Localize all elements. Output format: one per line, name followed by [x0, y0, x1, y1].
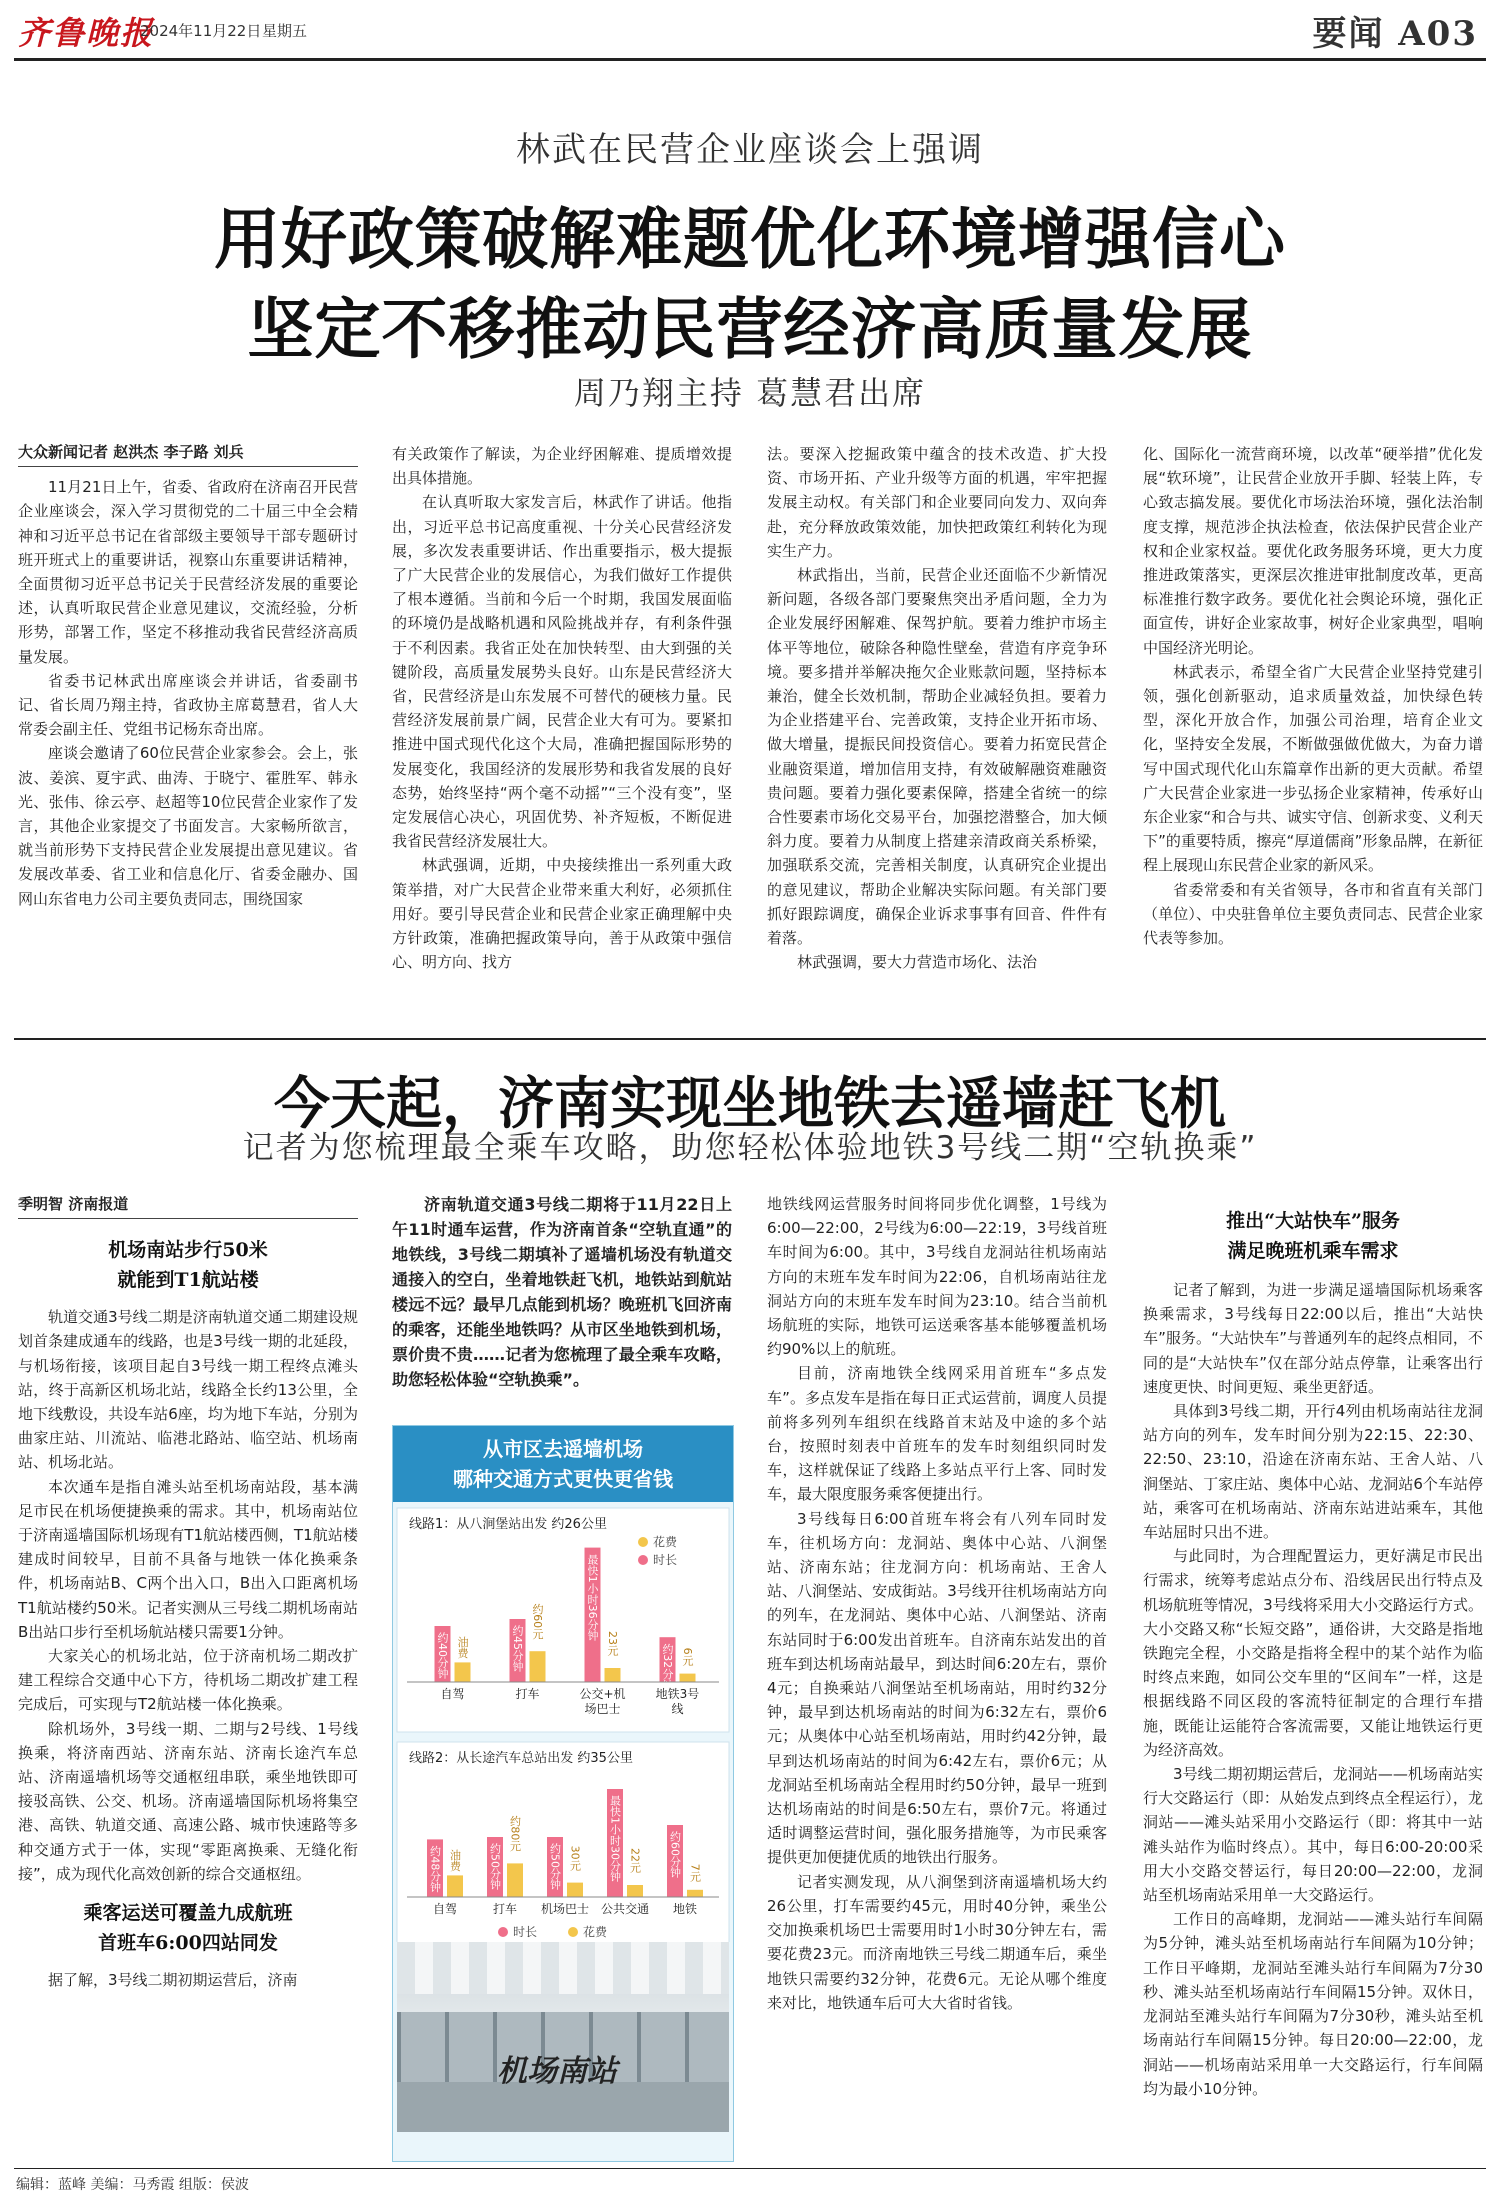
- article2-subheading-1: 机场南站步行50米 就能到T1航站楼: [108, 1239, 268, 1292]
- cost-bar: [567, 1883, 583, 1897]
- station-name-sign: 机场南站: [497, 2054, 617, 2089]
- article1-column-1: [18, 440, 358, 1005]
- article2-col4-para: 工作日的高峰期，龙洞站——滩头站行车间隔为5分钟，滩头站至机场南站行车间隔为10分钟；工作日平峰期，龙洞站至滩头站行车间隔为7分30秒、滩头站至机场南站行车间隔15分钟。双休日，龙洞站至滩头站行车间隔为7分30秒，滩头站至机场南站行车间隔15分钟。每日20:00—22:00，龙洞站——机场南站采用单一大交路运行，行车间隔均为最小10分钟。: [1143, 1910, 1483, 2098]
- mode-label: 自驾: [432, 1902, 458, 1916]
- mode-label: 打车: [492, 1902, 518, 1916]
- time-label: 约60分钟: [668, 1831, 682, 1878]
- newspaper-logo: 齐鲁晚报: [18, 14, 155, 52]
- legend-time-dot: [498, 1927, 508, 1937]
- article2-subhead: 记者为您梳理最全乘车攻略，助您轻松体验地铁3号线二期“空轨换乘”: [242, 1130, 1258, 1166]
- article1-col4-para: 省委常委和有关省领导，各市和省直有关部门（单位）、中央驻鲁单位主要负责同志、民营企业家代表等参加。: [1143, 880, 1483, 948]
- article1-col3-para: 法。要深入挖掘政策中蕴含的技术改造、扩大投资、市场开拓、产业升级等方面的机遇，牢牢把握发展主动权。有关部门和企业要同向发力、双向奔赴，充分释放政策效能，加快把政策红利转化为现实生产力。: [767, 445, 1107, 560]
- transport-infographic: [392, 1425, 734, 2162]
- article2-col1-para: 据了解，3号线二期初期运营后，济南: [48, 1971, 298, 1990]
- article2-byline: 季明智 济南报道: [18, 1195, 129, 1213]
- article1-column-3: [767, 442, 1107, 1007]
- legend-cost-dot: [568, 1927, 578, 1937]
- cost-bar: [687, 1890, 703, 1897]
- article1-col3-para: 林武指出，当前，民营企业还面临不少新情况新问题，各级各部门要聚焦突出矛盾问题，全力为企业发展纾困解难、保驾护航。要着力维护市场主体平等地位，破除各种隐性壁垒，营造有序竞争环境。要多措并举解决拖欠企业账款问题，坚持标本兼治，健全长效机制，帮助企业减轻负担。要着力为企业搭建平台、完善政策，支持企业开拓市场、做大增量，提振民间投资信心。要着力拓宽民营企业融资渠道，增加信用支持，有效破解融资难融资贵问题。要着力强化要素保障，搭建全省统一的综合性要素市场化交易平台，加强挖潜整合，加大倾斜力度。要着力从制度上搭建亲清政商关系桥梁，加强联系交流，完善相关制度，认真研究企业提出的意见建议，帮助企业解决实际问题。有关部门要抓好跟踪调度，确保企业诉求事事有回音、件件有着落。: [767, 566, 1107, 948]
- article1-kicker: 林武在民营企业座谈会上强调: [516, 130, 984, 170]
- article2-col4-para: 具体到3号线二期，开行4列由机场南站往龙洞站方向的列车，发车时间分别为22:15、22:30、22:50、23:10，沿途在济南东站、王舍人站、八涧堡站、丁家庄站、奥体中心站、龙洞站6个车站停站，乘客可在机场南站、济南东站进站乘车，其他车站屈时只出不进。: [1143, 1402, 1483, 1542]
- masthead-rule: [14, 58, 1486, 61]
- article1-col2-para: 在认真听取大家发言后，林武作了讲话。他指出，习近平总书记高度重视、十分关心民营经济发展，多次发表重要讲话、作出重要指示，极大提振了广大民营企业的发展信心，为我们做好工作提供了根本遵循。当前和今后一个时期，我国发展面临的环境仍是战略机遇和风险挑战并存，有利条件强于不利因素。我省正处在加快转型、由大到强的关键阶段，高质量发展势头良好。山东是民营经济大省，民营经济是山东发展不可替代的硬核力量。民营经济发展前景广阔，民营企业大有可为。要紧扣推进中国式现代化这个大局，准确把握国际形势的发展变化，我国经济的发展形势和我省发展的良好态势，始终坚持“两个毫不动摇”“三个没有变”，坚定发展信心决心，巩固优势、补齐短板，不断促进我省民营经济发展壮大。: [392, 493, 732, 851]
- cost-label: 6元: [681, 1647, 694, 1666]
- legend-time: 时长: [653, 1553, 678, 1567]
- cost-bar: [455, 1662, 471, 1682]
- cost-label: 约60元: [531, 1603, 544, 1640]
- article1-subhead: 周乃翔主持 葛慧君出席: [573, 374, 927, 412]
- article2-headline: 今天起，济南实现坐地铁去遥墙赶飞机: [274, 1071, 1226, 1137]
- legend-cost-dot: [638, 1537, 648, 1547]
- article2-column-3: [767, 1192, 1107, 2162]
- article1-col2-para: 有关政策作了解读，为企业纾困解难、提质增效提出具体措施。: [392, 445, 732, 488]
- infographic-title: [393, 1426, 733, 1502]
- section-label: 要闻 A03: [1312, 14, 1478, 54]
- cost-bar: [530, 1651, 546, 1682]
- article1-col2-para: 林武强调，近期，中央接续推出一系列重大政策举措，对广大民营企业带来重大利好，必须抓住用好。要引导民营企业和民营企业家正确理解中央方针政策，准确把握政策导向，善于从政策中强信心、明方向、找方: [392, 856, 732, 972]
- article1-col4-para: 林武表示，希望全省广大民营企业坚持党建引领，强化创新驱动，追求质量效益，加快绿色转型，深化开放合作，加强公司治理，培育企业文化，坚持安全发展，不断做强做优做大，为奋力谱写中国式现代化山东篇章作出新的更大贡献。希望广大民营企业家进一步弘扬企业家精神，传承好山东企业家“和合与共、诚实守信、创新求变、义利天下”的重要特质，擦亮“厚道儒商”形象品牌，在新征程上展现山东民营企业家的新风采。: [1143, 662, 1483, 875]
- time-label: 最快1小时36分钟: [586, 1553, 599, 1641]
- transport-comparison-chart: [393, 1502, 733, 1942]
- mode-label: 公交+机: [579, 1687, 626, 1701]
- metro-station-photo: [397, 1942, 729, 2132]
- article1-col1-para: 省委书记林武出席座谈会并讲话，省委副书记、省长周乃翔主持，省政协主席葛慧君，省人大常委会副主任、党组书记杨东奇出席。: [18, 671, 358, 739]
- article2-col1-para: 轨道交通3号线二期是济南轨道交通二期建设规划首条建成通车的线路，也是3号线一期的北延段，与机场衔接，该项目起自3号线一期工程终点滩头站，终于高新区机场北站，线路全长约13公里，全地下线敷设，共设车站6座，均为地下车站，分别为曲家庄站、川流站、临港北路站、临空站、机场南站、机场北站。: [18, 1308, 358, 1472]
- cost-label: 7元: [688, 1863, 702, 1882]
- mode-label: 线: [671, 1702, 684, 1716]
- mode-label: 机场巴士: [540, 1902, 590, 1916]
- article1-headline-2: 坚定不移推动民营经济高质量发展: [247, 290, 1253, 368]
- cost-bar: [605, 1668, 621, 1682]
- article1-col4-para: 化、国际化一流营商环境，以改革“硬举措”优化发展“软环境”，让民营企业放开手脚、轻装上阵，专心致志搞发展。要优化市场法治环境，强化法治制度支撑，规范涉企执法检查，依法保护民营企业产权和企业家权益。要优化政务服务环境，更大力度推进政策落实，更深层次推进审批制度改革，更高标准推行数字政务。要优化社会舆论环境，强化正面宣传，讲好企业家故事，树好企业家典型，唱响中国经济光明论。: [1143, 445, 1483, 657]
- article1-col1-para: 座谈会邀请了60位民营企业家参会。会上，张波、姜滨、夏宇武、曲涛、于晓宁、霍胜军、韩永光、张伟、徐云亭、赵超等10位民营企业家作了发言，其他企业家提交了书面发言。大家畅所欲言，就当前形势下支持民营企业发展提出意见建议。省发展改革委、省工业和信息化厅、省委金融办、国网山东省电力公司主要负责同志，围绕国家: [18, 744, 358, 908]
- infographic-title-line-1: 从市区去遥墙机场: [483, 1437, 643, 1461]
- legend-cost: 花费: [653, 1535, 678, 1549]
- article2-col4-para: 记者了解到，为进一步满足遥墙国际机场乘客换乘需求，3号线每日22:00以后，推出“大站快车”服务。“大站快车”与普通列车的起终点相同，不同的是“大站快车”仅在部分站点停靠，让乘客出行速度更快、时间更短、乘坐更舒适。: [1143, 1281, 1483, 1396]
- cost-bar: [447, 1875, 463, 1897]
- article1-col3-para: 林武强调，要大力营造市场化、法治: [797, 953, 1038, 972]
- article1-headline-1: 用好政策破解难题优化环境增强信心: [214, 200, 1286, 278]
- issue-weekday: 星期五: [262, 22, 308, 40]
- legend-time: 时长: [513, 1925, 538, 1939]
- cost-bar: [507, 1863, 523, 1897]
- article2-col3-para: 记者实测发现，从八涧堡到济南遥墙机场大约26公里，打车需要约45元，用时40分钟，乘坐公交加换乘机场巴士需要用时1小时30分钟左右，需要花费23元。而济南地铁三号线二期通车后，乘坐地铁只需要约32分钟，花费6元。无论从哪个维度来对比，地铁通车后可大大省时省钱。: [767, 1872, 1107, 2012]
- article2-col3-para: 目前，济南地铁全线网采用首班车“多点发车”。多点发车是指在每日正式运营前，调度人员提前将多列列车组织在线路首末站及中途的多个站台，按照时刻表中首班车的发车时刻组织同时发车，这样就保证了线路上多站点平行上客、同时发车，最大限度服务乘客便捷出行。: [767, 1364, 1107, 1504]
- mode-label: 自驾: [440, 1687, 465, 1701]
- time-label: 约32分钟: [661, 1643, 674, 1691]
- route1-title: 线路1：从八涧堡站出发 约26公里: [409, 1517, 607, 1532]
- article2-col1-para: 除机场外，3号线一期、二期与2号线、1号线换乘，将济南西站、济南东站、济南长途汽车总站、济南遥墙机场等交通枢纽串联，乘坐地铁即可接驳高铁、公交、机场。济南遥墙国际机场将集空港、高铁、轨道交通、高速公路、城市快速路等多种交通方式于一体，实现“零距离换乘、无缝化衔接”，成为现代化高效创新的综合交通枢纽。: [18, 1719, 358, 1883]
- mode-label: 地铁: [672, 1902, 698, 1916]
- legend-cost: 花费: [583, 1925, 608, 1939]
- time-label: 约48分钟: [428, 1845, 442, 1893]
- cost-label: 30元: [568, 1845, 582, 1871]
- article1-byline: 大众新闻记者 赵洪杰 李子路 刘兵: [18, 443, 244, 461]
- time-label: 约50分钟: [548, 1843, 562, 1890]
- article2-col4-para: 3号线二期初期运营后，龙洞站——机场南站实行大交路运行（即：从始发点到终点全程运行），龙洞站——滩头站采用小交路运行（即：将其中一站滩头站作为临时终点）。其中，每日6:00-20:00采用大小交路交替运行，每日20:00—22:00，龙洞站至机场南站采用单一大交路运行。: [1143, 1765, 1483, 1905]
- cost-label: 23元: [606, 1631, 619, 1656]
- article2-lead-text: 济南轨道交通3号线二期将于11月22日上午11时通车运营，作为济南首条“空轨直通”的地铁线，3号线二期填补了遥墙机场没有轨道交通接入的空白，坐着地铁赶飞机，地铁站到航站楼远不远？最早几点能到机场？晚班机飞回济南的乘客，还能坐地铁吗？从市区坐地铁到机场，票价贵不贵……记者为您梳理了最全乘车攻略，助您轻松体验“空轨换乘”。: [392, 1195, 732, 1389]
- time-label: 约50分钟: [488, 1843, 502, 1890]
- article1-column-4: [1143, 442, 1483, 1007]
- article2-column-1: [18, 1192, 358, 2162]
- time-label: 约45分钟: [511, 1625, 524, 1672]
- legend-time-dot: [638, 1555, 648, 1565]
- article1-column-2: [392, 442, 732, 1007]
- infographic-title-line-2: 哪种交通方式更快更省钱: [453, 1467, 673, 1491]
- platform-ceiling: [397, 1942, 729, 1994]
- article2-col4-para: 与此同时，为合理配置运力，更好满足市民出行需求，统筹考虑站点分布、沿线居民出行特点及机场航班等情况，3号线将采用大小交路运行方式。大小交路又称“长短交路”，通俗讲，大交路是指地铁跑完全程，小交路是指将全程中的某个站作为临时终点来跑，如同公交车里的“区间车”一样，这是根据线路不同区段的客流特征制定的合理行车措施，既能让运能符合客流需要，又能让地铁运行更为经济高效。: [1143, 1547, 1483, 1759]
- article2-col3-para: 地铁线网运营服务时间将同步优化调整，1号线为6:00—22:00，2号线为6:00—22:19，3号线首班车时间为6:00。其中，3号线自龙洞站往机场南站方向的末班车发车时间为22:06，自机场南站往龙洞站方向的末班车发车时间为23:10。结合当前机场航班的实际，地铁可运送乘客基本能够覆盖机场约90%以上的航班。: [767, 1195, 1107, 1359]
- mode-label: 地铁3号: [655, 1687, 700, 1701]
- cost-label: 约80元: [508, 1815, 522, 1852]
- mode-label: 打车: [515, 1687, 540, 1701]
- footer-rule: [14, 2168, 1486, 2169]
- article2-subheading-3: 推出“大站快车”服务 满足晚班机乘车需求: [1226, 1210, 1400, 1262]
- cost-bar: [680, 1674, 696, 1682]
- time-label: 最快1小时30分钟: [608, 1795, 622, 1882]
- time-label: 约40分钟: [436, 1632, 449, 1679]
- editor-credits: 编辑：蓝峰 美编：马秀霞 组版：侯波: [16, 2177, 249, 2193]
- article2-col3-para: 3号线每日6:00首班车将会有八列车同时发车，往机场方向：龙洞站、奥体中心站、八涧堡站、济南东站；往龙洞方向：机场南站、王舍人站、八涧堡站、安成街站。3号线开往机场南站方向的列车，在龙洞站、奥体中心站、八涧堡站、济南东站同时于6:00发出首班车。自济南东站发出的首班车到达机场南站最早，到达时间6:20左右，票价4元；自换乘站八涧堡站至机场南站，用时约32分钟，最早到达机场南站的时间为6:32左右，票价6元；从奥体中心站至机场南站，用时约42分钟，最早到达机场南站的时间为6:42左右，票价6元；从龙洞站至机场南站全程用时约50分钟，最早一班到达机场南站的时间是6:50左右，票价7元。将通过适时调整运营时间，强化服务措施等，为市民乘客提供更加便捷优质的地铁出行服务。: [767, 1509, 1107, 1867]
- route2-title: 线路2：从长途汽车总站出发 约35公里: [409, 1751, 633, 1766]
- issue-date: 2024年11月22日: [140, 22, 262, 40]
- cost-label: 油费: [456, 1636, 469, 1659]
- article2-col1-para: 本次通车是指自滩头站至机场南站段，基本满足市民在机场便捷换乘的需求。其中，机场南站位于济南遥墙国际机场现有T1航站楼西侧，T1航站楼建成时间较早，目前不具备与地铁一体化换乘条件，机场南站B、C两个出入口，B出入口距离机场T1航站楼约50米。记者实测从三号线二期机场南站B出站口步行至机场航站楼只需要1分钟。: [18, 1477, 358, 1641]
- article2-subheading-2: 乘客运送可覆盖九成航班 首班车6:00四站同发: [83, 1902, 293, 1955]
- article2-lead: [392, 1192, 732, 1417]
- article2-column-4: [1143, 1192, 1483, 2162]
- article1-col1-para: 11月21日上午，省委、省政府在济南召开民营企业座谈会，深入学习贯彻党的二十届三中全会精神和习近平总书记在省部级主要领导干部专题研讨班开班式上的重要讲话，视察山东重要讲话精神，全面贯彻习近平总书记关于民营经济发展的重要论述，认真听取民营企业意见建议，交流经验，分析形势，部署工作，坚定不移推动我省民营经济高质量发展。: [18, 478, 358, 666]
- cost-label: 22元: [628, 1848, 642, 1873]
- article-divider: [14, 1038, 1486, 1040]
- cost-bar: [627, 1885, 643, 1897]
- article2-col1-para: 大家关心的机场北站，位于济南机场二期改扩建工程综合交通中心下方，待机场二期改扩建工程完成后，可实现与T2航站楼一体化换乘。: [18, 1647, 358, 1714]
- mode-label: 公共交通: [600, 1902, 650, 1916]
- cost-label: 油费: [448, 1849, 462, 1872]
- mode-label: 场巴士: [584, 1702, 621, 1716]
